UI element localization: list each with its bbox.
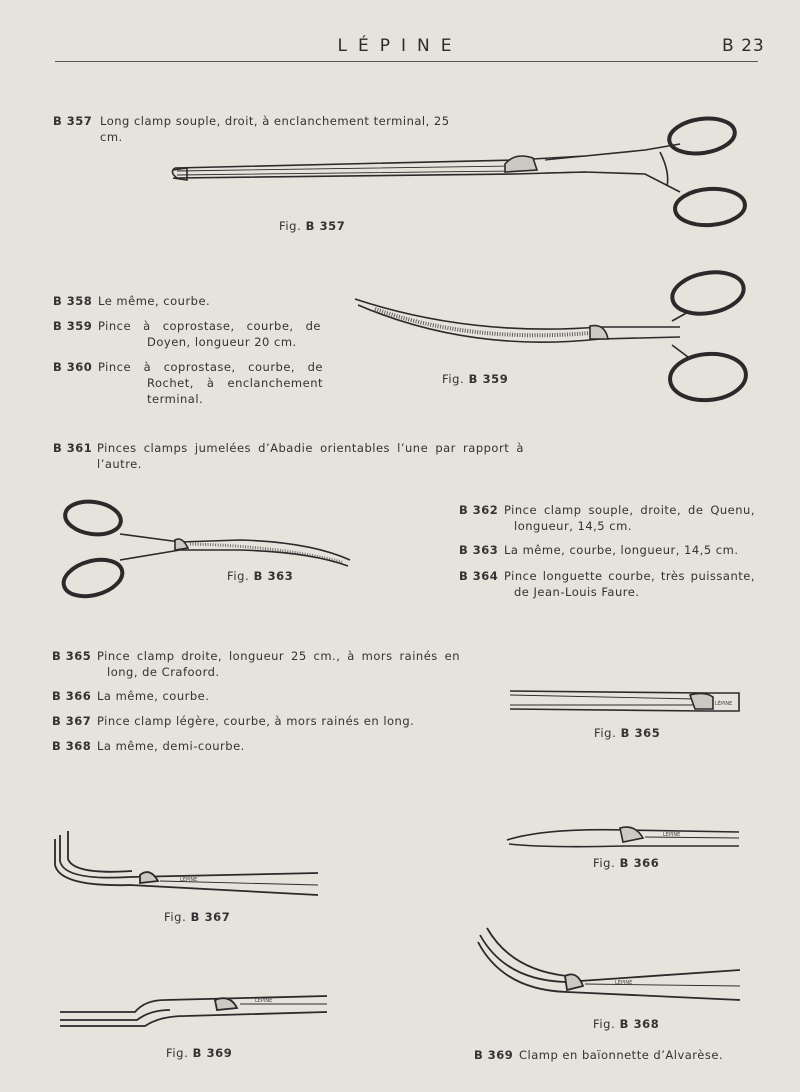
instrument-mark: LÉPINE — [255, 998, 273, 1004]
entry-code: B 359 — [53, 319, 93, 333]
fig-caption-b367: Fig. B 367 — [164, 910, 231, 924]
entry-code: B 361 — [53, 441, 93, 455]
entry-b363 — [459, 542, 755, 558]
entry-code: B 362 — [459, 503, 499, 517]
instrument-mark: LÉPINE — [715, 701, 733, 707]
entry-b360 — [53, 359, 323, 407]
entry-text: Clamp en baïonnette d’Alvarèse. — [519, 1048, 724, 1062]
entry-code: B 365 — [52, 649, 92, 663]
straight-clamp-illustration-b365 — [505, 685, 745, 717]
straight-clamp-illustration-b357 — [165, 112, 755, 232]
entry-b368 — [52, 738, 352, 754]
page-header-title: LÉPINE — [337, 36, 463, 56]
entry-b361 — [53, 440, 533, 472]
entry-b367 — [52, 713, 432, 729]
entry-text: Pince clamp souple, droite, de Quenu, longueur, 14,5 cm. — [504, 503, 755, 533]
entry-text: Long clamp souple, droit, à enclanchement terminal, 25 cm. — [100, 114, 450, 144]
bayonet-clamp-illustration-b369 — [55, 990, 330, 1030]
fig-caption-b369: Fig. B 369 — [166, 1046, 233, 1060]
fig-caption-b359: Fig. B 359 — [442, 372, 509, 386]
entry-text: Pince clamp légère, courbe, à mors rainés en long. — [97, 714, 415, 728]
entry-code: B 366 — [52, 689, 92, 703]
entry-text: Pince à coprostase, courbe, de Doyen, longueur 20 cm. — [98, 319, 321, 349]
instrument-mark: LÉPINE — [663, 832, 681, 838]
header-rule — [55, 61, 758, 62]
entry-code: B 368 — [52, 739, 92, 753]
entry-text: La même, courbe. — [97, 689, 210, 703]
entry-b362 — [459, 502, 755, 534]
entry-code: B 357 — [53, 114, 93, 128]
entry-code: B 358 — [53, 294, 93, 308]
entry-code: B 369 — [474, 1048, 514, 1062]
entry-text: La même, demi-courbe. — [97, 739, 245, 753]
entry-b358 — [53, 293, 323, 309]
entry-b369 — [474, 1047, 774, 1063]
curved-clamp-illustration-b366 — [505, 818, 745, 852]
fig-caption-b368: Fig. B 368 — [593, 1017, 660, 1031]
entry-text: Le même, courbe. — [98, 294, 211, 308]
instrument-mark: LÉPINE — [180, 877, 198, 883]
entry-code: B 360 — [53, 360, 93, 374]
entry-text: Pince clamp droite, longueur 25 cm., à mors rainés en long, de Crafoord. — [97, 649, 460, 679]
fig-caption-b363: Fig. B 363 — [227, 569, 294, 583]
entry-b366 — [52, 688, 352, 704]
curved-clamp-illustration-b368 — [475, 910, 745, 1005]
page-number: B 23 — [722, 36, 765, 56]
entry-text: La même, courbe, longueur, 14,5 cm. — [504, 543, 739, 557]
fig-caption-b357: Fig. B 357 — [279, 219, 346, 233]
fig-caption-b366: Fig. B 366 — [593, 856, 660, 870]
curved-clamp-illustration-b363 — [60, 496, 360, 601]
fig-caption-b365: Fig. B 365 — [594, 726, 661, 740]
entry-code: B 367 — [52, 714, 92, 728]
entry-code: B 364 — [459, 569, 499, 583]
entry-b359 — [53, 318, 321, 350]
entry-text: Pinces clamps jumelées d’Abadie orientables l’une par rapport à l’autre. — [97, 441, 524, 471]
curved-clamp-illustration-b359 — [350, 265, 750, 410]
entry-code: B 363 — [459, 543, 499, 557]
curved-clamp-illustration-b367 — [50, 825, 325, 905]
entry-text: Pince à coprostase, courbe, de Rochet, à enclanchement terminal. — [98, 360, 323, 406]
entry-b364 — [459, 568, 755, 600]
entry-text: Pince longuette courbe, très puissante, de Jean-Louis Faure. — [504, 569, 755, 599]
entry-b365 — [52, 648, 460, 680]
instrument-mark: LÉPINE — [615, 980, 633, 986]
